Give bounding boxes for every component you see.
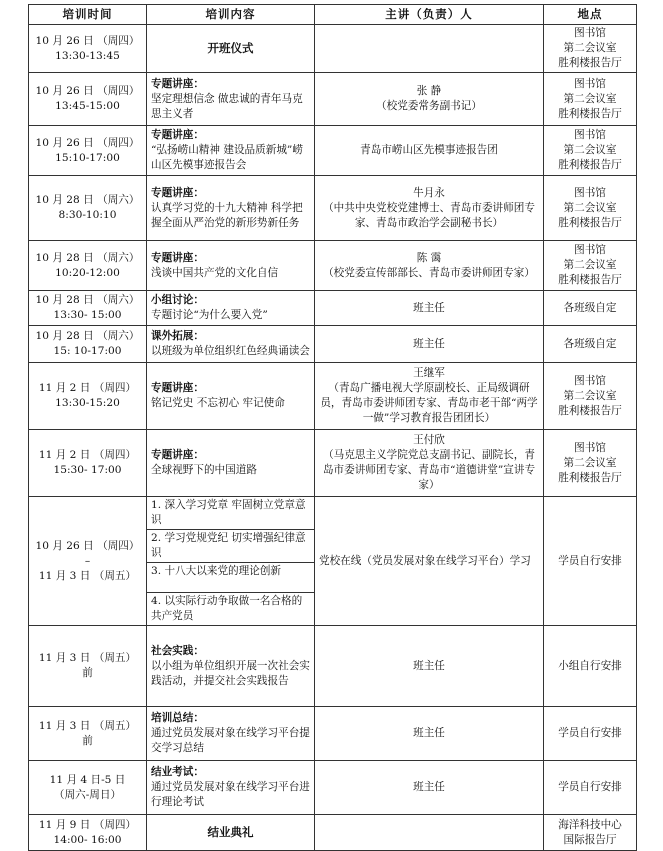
- table-row: [29, 761, 637, 815]
- course-item: 1. 深入学习党章 牢固树立党章意识: [147, 497, 314, 530]
- content-body: 通过党员发展对象在线学习平台提交学习总结: [151, 727, 310, 754]
- time-line: 8:30-10:10: [58, 209, 117, 221]
- person-cell: [315, 25, 544, 73]
- venue-line: 第二会议室: [563, 456, 617, 469]
- content-title: 专题讲座：: [151, 186, 204, 199]
- person-line: （校党委常务副书记）: [376, 100, 482, 112]
- venue-cell: [544, 73, 637, 126]
- venue-line: 海洋科技中心: [558, 818, 622, 831]
- venue-line: 胜利楼报告厅: [558, 404, 622, 417]
- content-cell: [147, 73, 315, 126]
- time-line: 10 月 28 日 （周六）: [35, 294, 140, 306]
- venue-line: 图书馆: [574, 441, 606, 454]
- time-line: 15:10-17:00: [55, 151, 120, 164]
- time-cell: [29, 430, 147, 497]
- person-line: 班主任: [413, 781, 445, 793]
- content-title: 小组讨论：: [151, 294, 204, 306]
- venue-line: 国际报告厅: [563, 833, 617, 846]
- content-body: 专题讨论“为什么要入党”: [151, 309, 268, 321]
- venue-line: 胜利楼报告厅: [558, 159, 622, 171]
- venue-line: 第二会议室: [563, 144, 617, 156]
- content-cell: [147, 761, 315, 815]
- time-line: 11 月 3 日 （周五）: [38, 652, 137, 664]
- table-row: [29, 241, 637, 291]
- venue-cell: [544, 25, 637, 73]
- time-line: 13:30- 15:00: [53, 309, 122, 321]
- venue-line: 图书馆: [574, 374, 606, 387]
- venue-cell: [544, 126, 637, 176]
- venue-line: 图书馆: [574, 186, 606, 199]
- content-cell: [147, 815, 315, 851]
- header-venue: 地点: [544, 5, 637, 25]
- content-title: 专题讲座：: [151, 77, 204, 90]
- time-line: 前: [82, 667, 93, 679]
- time-line: 10 月 28 日 （周六）: [35, 330, 140, 342]
- content-body: 浅谈中国共产党的文化自信: [151, 266, 279, 279]
- content-body: 以班级为单位组织红色经典诵读会: [151, 345, 310, 357]
- content-body: “弘扬崂山精神 建设品质新城”崂山区先模事迹报告会: [151, 144, 303, 171]
- venue-line: 胜利楼报告厅: [558, 274, 622, 286]
- person-cell: [315, 497, 544, 626]
- content-title: 开班仪式: [207, 40, 254, 55]
- time-line: （周六-周日）: [53, 788, 122, 801]
- time-line: 10 月 28 日 （周六）: [35, 251, 140, 264]
- table-row: [29, 363, 637, 430]
- person-cell: [315, 326, 544, 363]
- time-cell: [29, 626, 147, 707]
- time-line: –: [84, 554, 91, 567]
- content-cell: [147, 126, 315, 176]
- content-cell: [147, 291, 315, 326]
- venue-cell: [544, 497, 637, 626]
- table-row: [29, 73, 637, 126]
- venue-line: 第二会议室: [563, 92, 617, 105]
- venue-cell: [544, 326, 637, 363]
- time-line: 13:30-15:20: [55, 397, 120, 409]
- table-row: [29, 176, 637, 241]
- venue-line: 胜利楼报告厅: [558, 216, 622, 229]
- venue-line: 胜利楼报告厅: [558, 471, 622, 484]
- content-title: 社会实践：: [151, 644, 204, 657]
- person-cell: [315, 73, 544, 126]
- table-row: [29, 815, 637, 851]
- person-line: （中共中央党校党建博士、青岛市委讲师团专家、青岛市政治学会副秘书长）: [323, 201, 535, 229]
- content-body: 认真学习党的十九大精神 科学把握全面从严治党的新形势新任务: [151, 201, 303, 229]
- time-line: 前: [82, 734, 93, 747]
- time-cell: [29, 815, 147, 851]
- header-person: 主讲（负责）人: [315, 5, 544, 25]
- content-cell: [147, 176, 315, 241]
- content-body: 以小组为单位组织开展一次社会实践活动，并提交社会实践报告: [151, 659, 310, 687]
- venue-line: 小组自行安排: [558, 659, 622, 672]
- content-body: 通过党员发展对象在线学习平台进行理论考试: [151, 781, 310, 808]
- time-line: 10:20-12:00: [55, 266, 120, 279]
- venue-cell: [544, 626, 637, 707]
- venue-line: 各班级自定: [563, 301, 617, 314]
- time-line: 13:30-13:45: [55, 49, 120, 62]
- time-cell: [29, 126, 147, 176]
- venue-cell: [544, 363, 637, 430]
- time-line: 14:00- 16:00: [53, 833, 122, 846]
- content-cell: [147, 497, 315, 626]
- person-line: 王付欣: [413, 434, 445, 446]
- header-time: 培训时间: [29, 5, 147, 25]
- content-cell: [147, 707, 315, 761]
- course-item: 4. 以实际行动争取做一名合格的共产党员: [151, 595, 303, 622]
- person-line: 陈 霭: [416, 251, 442, 264]
- table-row: [29, 291, 637, 326]
- content-cell: [147, 626, 315, 707]
- venue-line: 第二会议室: [563, 259, 617, 271]
- venue-cell: [544, 815, 637, 851]
- time-line: 10 月 26 日 （周四）: [35, 34, 140, 47]
- content-cell: [147, 241, 315, 291]
- content-body: 坚定理想信念 做忠诚的青年马克思主义者: [151, 92, 303, 120]
- venue-line: 各班级自定: [563, 337, 617, 350]
- venue-cell: [544, 291, 637, 326]
- time-cell: [29, 241, 147, 291]
- time-line: 11 月 2 日 （周四）: [38, 449, 137, 461]
- venue-line: 图书馆: [574, 27, 606, 39]
- venue-cell: [544, 707, 637, 761]
- venue-line: 学员自行安排: [558, 554, 622, 567]
- person-cell: [315, 363, 544, 430]
- table-row: [29, 25, 637, 73]
- content-cell: [147, 430, 315, 497]
- time-line: 10 月 28 日 （周六）: [35, 194, 140, 206]
- header-content: 培训内容: [147, 5, 315, 25]
- venue-line: 图书馆: [574, 77, 606, 90]
- content-title: 专题讲座：: [151, 449, 204, 461]
- time-line: 11 月 9 日 （周四）: [38, 818, 137, 831]
- person-cell: [315, 761, 544, 815]
- venue-line: 第二会议室: [563, 201, 617, 214]
- content-body: 全球视野下的中国道路: [151, 464, 257, 476]
- venue-cell: [544, 430, 637, 497]
- venue-line: 第二会议室: [563, 389, 617, 402]
- time-cell: [29, 326, 147, 363]
- time-line: 11 月 4 日-5 日: [49, 773, 126, 786]
- time-cell: [29, 363, 147, 430]
- table-row: [29, 326, 637, 363]
- course-item: 2. 学习党规党纪 切实增强纪律意识: [147, 530, 314, 563]
- time-line: 15:30- 17:00: [53, 464, 122, 476]
- venue-line: 胜利楼报告厅: [558, 107, 622, 120]
- table-row: [29, 430, 637, 497]
- content-body: 铭记党史 不忘初心 牢记使命: [151, 397, 285, 409]
- person-cell: [315, 126, 544, 176]
- schedule-body: [29, 25, 637, 851]
- person-line: 王继军: [413, 367, 445, 379]
- time-cell: [29, 25, 147, 73]
- venue-line: 学员自行安排: [558, 781, 622, 793]
- time-cell: [29, 497, 147, 626]
- time-cell: [29, 73, 147, 126]
- person-cell: [315, 707, 544, 761]
- venue-cell: [544, 761, 637, 815]
- table-row: [29, 497, 637, 626]
- time-line: 15: 10-17:00: [53, 345, 122, 357]
- table-row: [29, 626, 637, 707]
- person-cell: [315, 626, 544, 707]
- content-title: 结业典礼: [207, 824, 254, 839]
- content-title: 结业考试：: [151, 766, 204, 778]
- person-cell: [315, 176, 544, 241]
- venue-line: 图书馆: [574, 244, 606, 256]
- time-cell: [29, 176, 147, 241]
- person-line: 党校在线（党员发展对象在线学习平台）学习: [319, 554, 531, 567]
- venue-cell: [544, 241, 637, 291]
- time-cell: [29, 761, 147, 815]
- person-line: 张 静: [416, 85, 442, 97]
- person-cell: [315, 241, 544, 291]
- venue-cell: [544, 176, 637, 241]
- person-cell: [315, 291, 544, 326]
- content-title: 课外拓展：: [151, 330, 204, 342]
- time-line: 10 月 26 日 （周四）: [35, 539, 140, 552]
- content-title: 培训总结：: [151, 712, 204, 724]
- person-line: （青岛广播电视大学原副校长、正局级调研员，青岛市委讲师团专家、青岛市老干部“两学一做”学习教育报告团团长）: [320, 382, 538, 424]
- person-cell: [315, 815, 544, 851]
- time-line: 13:45-15:00: [55, 100, 120, 112]
- table-row: [29, 707, 637, 761]
- content-title: 专题讲座：: [151, 251, 204, 264]
- person-cell: [315, 430, 544, 497]
- time-line: 10 月 26 日 （周四）: [35, 136, 140, 149]
- training-schedule-table: [28, 4, 637, 851]
- content-title: 专题讲座：: [151, 129, 204, 141]
- time-cell: [29, 291, 147, 326]
- header-row: [29, 5, 637, 25]
- time-line: 11 月 2 日 （周四）: [38, 382, 137, 394]
- person-line: 班主任: [413, 301, 445, 314]
- time-cell: [29, 707, 147, 761]
- table-row: [29, 126, 637, 176]
- person-line: （马克思主义学院党总支副书记、副院长，青岛市委讲师团专家、青岛市“道德讲堂”宣讲专家）: [322, 449, 536, 491]
- person-line: 班主任: [413, 337, 445, 350]
- course-item: 3. 十八大以来党的理论创新: [147, 563, 314, 593]
- time-line: 10 月 26 日 （周四）: [35, 85, 140, 97]
- person-line: 班主任: [413, 659, 445, 672]
- venue-line: 胜利楼报告厅: [558, 57, 622, 69]
- person-line: 班主任: [413, 727, 445, 739]
- venue-line: 图书馆: [574, 129, 606, 141]
- content-cell: [147, 363, 315, 430]
- time-line: 11 月 3 日 （周五）: [38, 719, 137, 732]
- person-line: 青岛市崂山区先模事迹报告团: [360, 144, 498, 156]
- content-cell: [147, 25, 315, 73]
- time-line: 11 月 3 日 （周五）: [38, 569, 137, 582]
- venue-line: 学员自行安排: [558, 727, 622, 739]
- content-title: 专题讲座：: [151, 382, 204, 394]
- venue-line: 第二会议室: [563, 42, 617, 54]
- person-line: （校党委宣传部部长、青岛市委讲师团专家）: [323, 266, 535, 279]
- person-line: 牛月永: [413, 186, 445, 199]
- content-cell: [147, 326, 315, 363]
